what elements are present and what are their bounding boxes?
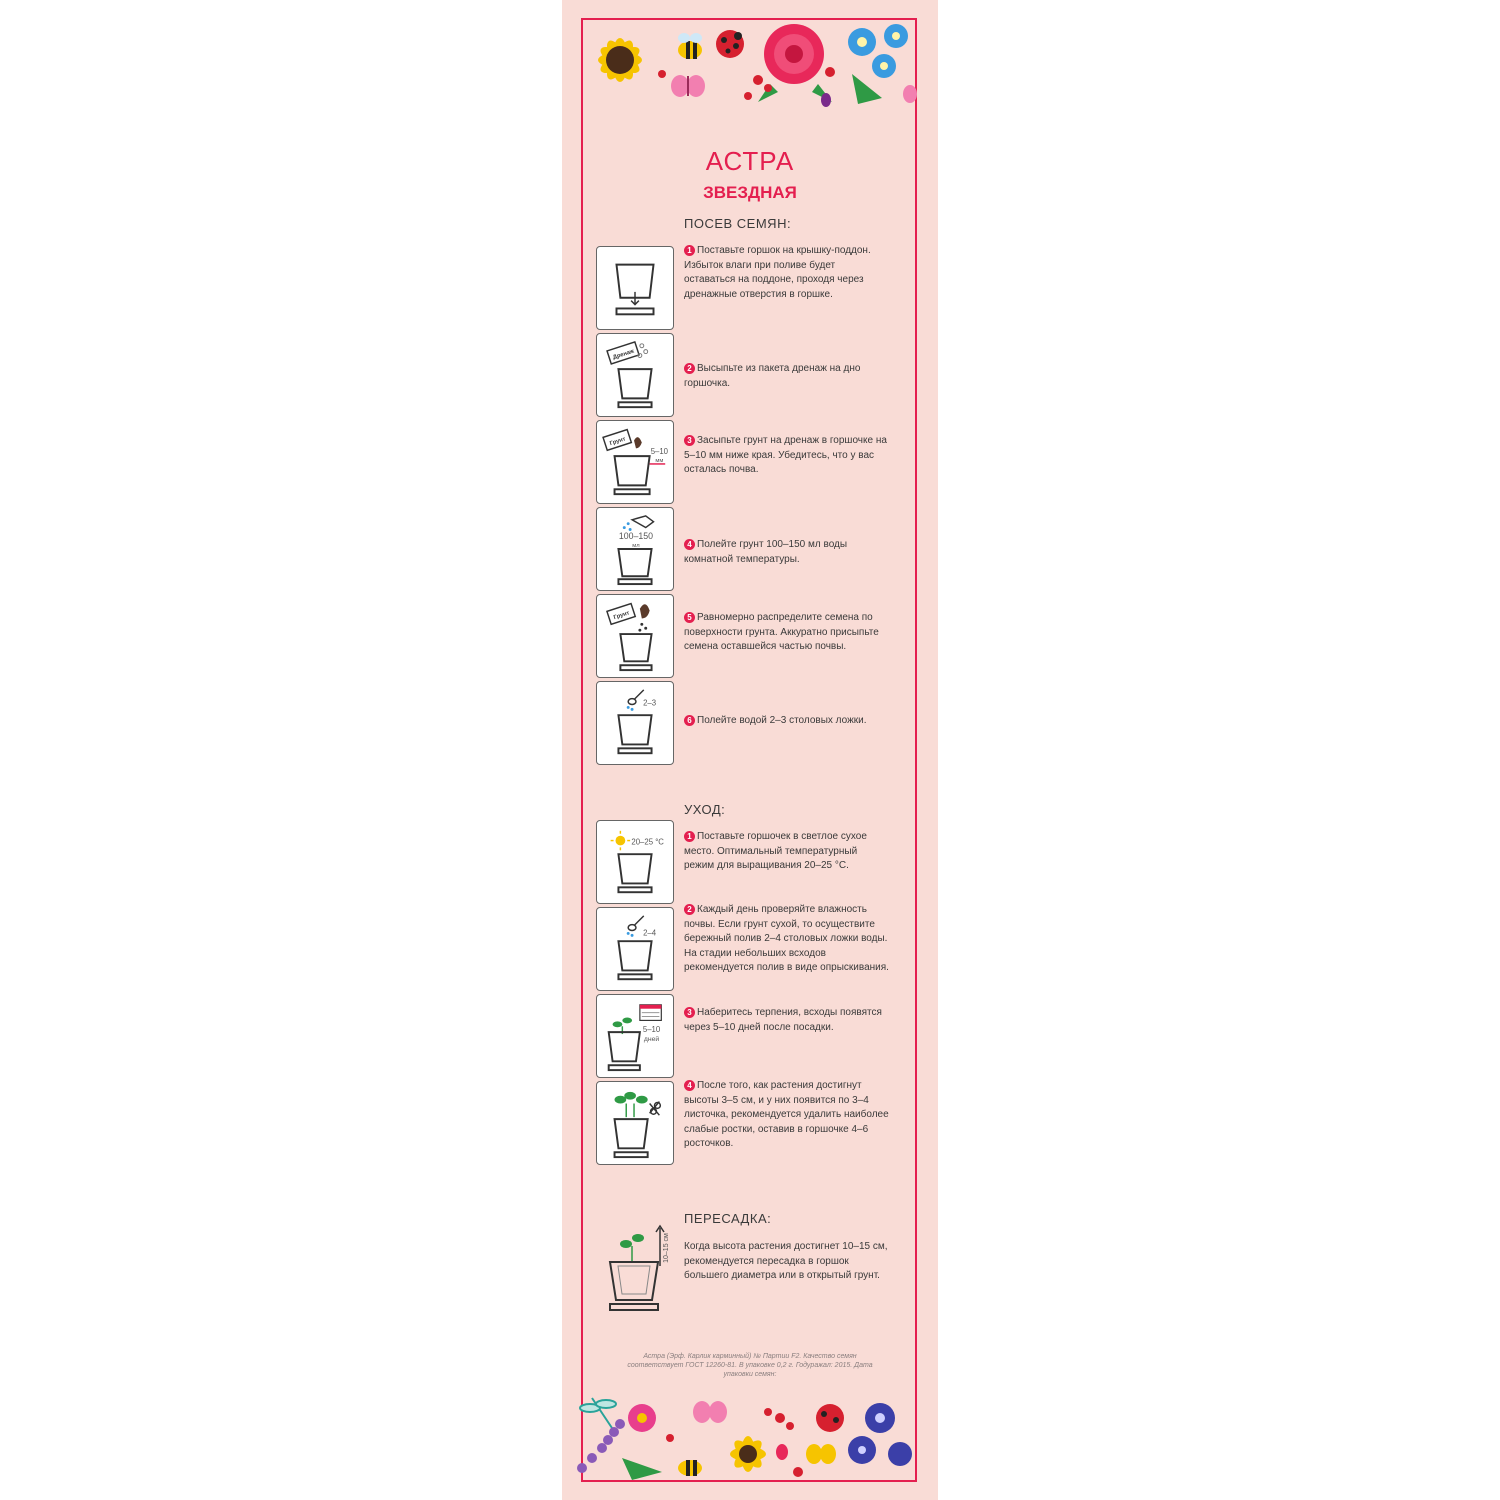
transplant-icon [602,1222,680,1314]
sowing-step-2 [684,362,889,391]
floral-decoration-top [562,14,938,114]
step-text: Засыпьте грунт на дренаж в горшочке на 5–10 мм ниже края. Убедитесь, что у вас осталась почва. [684,435,887,475]
svg-text:20–25 °С: 20–25 °С [631,837,664,847]
step-text: Полейте грунт 100–150 мл воды комнатной температуры. [684,539,848,565]
step-number: 2 [684,904,695,915]
step-text: Каждый день проверяйте влажность почвы. Если грунт сухой, то осуществите бережный полив 2–4 столовых ложки воды. На стадии небольших всходов рекомендуется полив в виде опрыскивания. [684,904,889,973]
sunflower-icon [597,37,643,83]
leaf-icon [622,1458,662,1480]
ladybug-icon [816,1404,844,1432]
svg-text:5–10: 5–10 [650,447,669,457]
step-number: 4 [684,539,695,550]
care-step-2-icon [596,907,674,991]
floral-decoration-bottom [562,1388,938,1488]
calendar-icon [640,1005,661,1021]
step-number: 5 [684,612,695,623]
svg-text:мм: мм [655,458,664,464]
transplant-text: Когда высота растения достигнет 10–15 см, рекомендуется пересадка в горшок большего диаметра или в открытый грунт. [684,1241,888,1281]
butterfly-icon [671,75,705,97]
transplant-heading: ПЕРЕСАДКА: [684,1211,772,1226]
sowing-heading: ПОСЕВ СЕМЯН: [684,216,792,231]
svg-text:5–10: 5–10 [642,1025,661,1035]
footer-note: Астра (Эрф. Карлик карминный) № Партии F2. Качество семян соответствует ГОСТ 12260-81. В упаковке 0,2 г. Годуражал: 2015. Дата упаковки семян: [627,1353,873,1378]
svg-text:Грунт: Грунт [613,610,631,622]
sowing-step-1-icon [596,246,674,330]
step-text: Наберитесь терпения, всходы появятся через 5–10 дней после посадки. [684,1007,882,1033]
care-step-1-icon [596,820,674,904]
scissors-icon [650,1102,661,1116]
step-number: 1 [684,831,695,842]
svg-text:дней: дней [643,1035,660,1043]
instruction-card [562,0,938,1500]
svg-text:мл: мл [632,543,640,550]
care-step-4-icon [596,1081,674,1165]
sowing-step-5-icon [596,594,674,678]
sowing-step-3 [684,434,889,478]
step-text: После того, как растения достигнут высоты 3–5 см, и у них появится по 3–4 листочка, рекомендуется удалить наиболее слабые ростки, оставив в горшочке 4–6 росточков. [684,1080,889,1149]
sunflower-icon [730,1436,766,1472]
purple-flower-icon [628,1404,656,1432]
sowing-step-5 [684,611,889,655]
care-step-4 [684,1079,889,1152]
step-text: Поставьте горшочек в светлое сухое место. Оптимальный температурный режим для выращивания 20–25 °С. [684,831,867,871]
bee-icon [678,1460,702,1476]
care-step-2 [684,903,889,976]
sowing-step-6 [684,714,889,729]
step-number: 2 [684,363,695,374]
product-title: АСТРА [705,146,795,176]
lavender-icon [577,1419,625,1473]
care-step-3-icon [596,994,674,1078]
care-step-3 [684,1006,889,1035]
step-number: 3 [684,1007,695,1018]
seedling-icon [620,1234,644,1262]
morning-glory-icon [848,1403,912,1466]
svg-text:10–15 см: 10–15 см [663,1233,670,1263]
sowing-step-1 [684,244,889,302]
sowing-step-3-icon [596,420,674,504]
tulip-icon [903,85,917,103]
ladybug-icon [716,30,744,58]
care-heading: УХОД: [684,802,726,817]
petal-icon [776,1444,788,1460]
leaf-icon [852,74,882,104]
step-text: Высыпьте из пакета дренаж на дно горшочка. [684,363,861,389]
svg-text:Дренаж: Дренаж [612,348,635,361]
svg-text:Грунт: Грунт [609,436,627,448]
sun-icon [611,831,630,850]
sowing-step-6-icon [596,681,674,765]
care-step-1 [684,830,889,874]
svg-text:2–3: 2–3 [643,698,657,708]
step-number: 3 [684,435,695,446]
svg-text:2–4: 2–4 [643,928,657,938]
svg-text:100–150: 100–150 [618,531,654,542]
step-text: Поставьте горшок на крышку-поддон. Избыток влаги при поливе будет оставаться на поддоне, проходя через дренажные отверстия в горшке. [684,245,871,300]
sowing-step-4-icon [596,507,674,591]
petal-icon [821,93,831,107]
step-text: Полейте водой 2–3 столовых ложки. [697,715,867,726]
step-number: 1 [684,245,695,256]
seedlings-icon [615,1092,648,1117]
step-number: 6 [684,715,695,726]
sowing-step-2-icon [596,333,674,417]
bee-icon [678,33,702,59]
sowing-step-4 [684,538,889,567]
product-subtitle: ЗВЕЗДНАЯ [703,183,797,202]
forget-me-not-icon [848,24,908,78]
step-text: Равномерно распределите семена по поверхности грунта. Аккуратно присыпьте семена оставшейся частью почвы. [684,612,879,652]
yellow-butterfly-icon [806,1444,836,1464]
step-number: 4 [684,1080,695,1091]
dragonfly-icon [580,1398,616,1428]
butterfly-icon [693,1401,727,1423]
